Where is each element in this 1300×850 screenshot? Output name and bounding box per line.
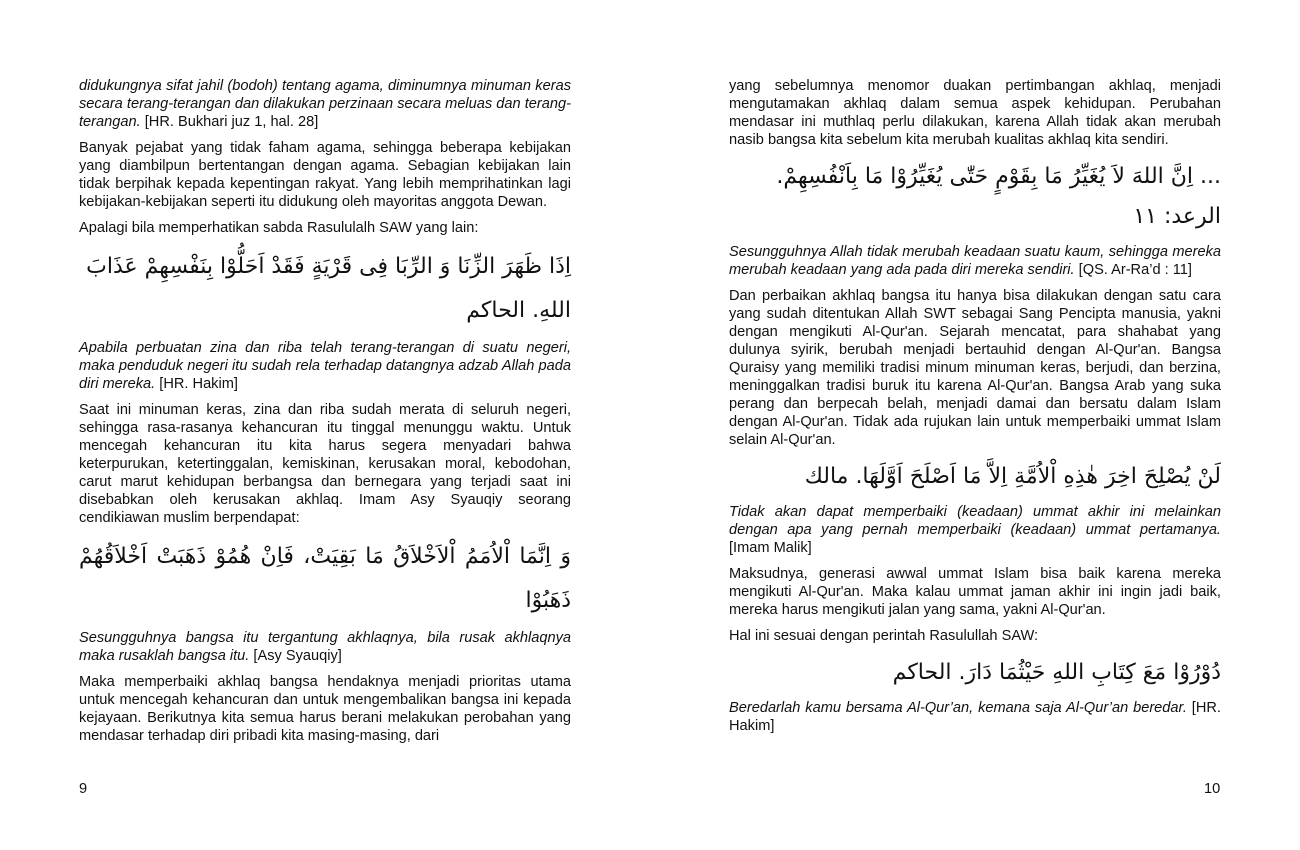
paragraph-command-intro: Hal ini sesuai dengan perintah Rasulullah SAW: [729, 628, 1039, 644]
paragraph-meaning: Maksudnya, generasi awwal ummat Islam bisa baik karena mereka mengikuti Al-Qur'an. Maka kalau ummat jaman akhir ini ingin jadi baik, mereka harus mengikuti jalan yang sama, yakni Al-Qur'an. [729, 566, 1221, 618]
right-page [729, 77, 1221, 735]
arabic-imam-malik-quote: لَنْ يُصْلِحَ اخِرَ هٰذِهِ اْلاُمَّةِ اِلاَّ مَا اَصْلَحَ اَوَّلَهَا. مالك [804, 464, 1221, 489]
paragraph-quran-way: Dan perbaikan akhlaq bangsa itu hanya bisa dilakukan dengan satu cara yang sudah ditentukan Allah SWT sebagai Sang Pencipta manusia, yakni dengan mengikuti Al-Qur'an. Sejarah mencatat, para shahabat yang dulunya syirik, berubah menjadi bertauhid dengan Al-Qur'an. Bangsa Quraisy yang memiliki tradisi minum minuman keras, berjudi, dan berzina, meninggalkan tradisi buruk itu karena Al-Qur'an. Bangsa Arab yang suka perang dan berpecah belah, menjadi damai dan bersatu dalam Islam dengan Al-Qur'an. Tidak ada rujukan lain untuk memperbaiki ummat Islam selain Al-Qur'an. [729, 288, 1221, 448]
syauqiy-translation [79, 629, 571, 665]
hadith-bukhari-translation [79, 77, 571, 131]
quran-ar-rad-reference: [QS. Ar-Ra’d : 11] [1074, 262, 1192, 278]
arabic-syauqiy-quote: وَ اِنَّمَا اْلاُمَمُ اْلاَخْلاَقُ مَا بَقِيَتْ، فَاِنْ هُمُوْ ذَهَبَتْ اَخْلاَقُهُمْ ذَهَبُوْا [79, 544, 571, 613]
paragraph-intro-hadith: Apalagi bila memperhatikan sabda Rasululalh SAW yang lain: [79, 220, 479, 236]
paragraph-continuation: yang sebelumnya menomor duakan pertimbangan akhlaq, menjadi mengutamakan akhlaq dalam semua aspek kehidupan. Perubahan mendasar ini muthlaq perlu dilakukan, karena Allah tidak akan merubah nasib bangsa kita sebelum kita merubah kualitas akhlaq kita sendiri. [729, 78, 1221, 148]
quran-ar-rad-translation [729, 243, 1221, 279]
imam-malik-translation [729, 503, 1221, 557]
page-number-right: 10 [1204, 781, 1221, 797]
hadith-hakim-reference: [HR. Hakim] [155, 376, 238, 392]
hadith-bukhari-text: didukungnya sifat jahil (bodoh) tentang agama, diminumnya minuman keras secara terang-terangan dan dilakukan perzinaan secara meluas dan terang-terangan. [79, 78, 571, 130]
arabic-hadith-quran-companion: دُوْرُوْا مَعَ كِتَابِ اللهِ حَيْثُمَا دَارَ. الحاكم [892, 660, 1221, 685]
imam-malik-reference: [Imam Malik] [729, 540, 812, 556]
syauqiy-reference: [Asy Syauqiy] [249, 648, 342, 664]
paragraph-current-condition: Saat ini minuman keras, zina dan riba sudah merata di seluruh negeri, sehingga rasa-rasanya kehancuran itu tinggal menunggu waktu. Untuk mencegah kehancuran itu kita harus segera menyadari bahwa keterpurukan, ketertinggalan, kemiskinan, kerusakan moral, kebodohan, carut marut kehidupan berbangsa dan bernegara yang terjadi saat ini disebabkan oleh kerusakan akhlaq. Imam Asy Syauqiy seorang cendikiawan muslim berpendapat: [79, 402, 571, 526]
page-number-left: 9 [79, 781, 88, 797]
left-page [79, 77, 571, 745]
hadith-quran-companion-reference: [HR. Hakim] [729, 700, 1221, 734]
hadith-hakim-translation [79, 339, 571, 393]
arabic-hadith-zina-riba: اِذَا ظَهَرَ الزِّنَا وَ الرِّبَا فِى قَرْيَةٍ فَقَدْ اَحَلُّوْا بِنَفْسِهِمْ عَذَابَ اللهِ. الحاكم [86, 254, 571, 323]
arabic-quran-ar-rad: ... اِنَّ اللهَ لاَ يُغَيِّرُ مَا بِقَوْمٍ حَتّٰى يُغَيِّرُوْا مَا بِاَنْفُسِهِمْ. الرعد: ١١ [776, 164, 1221, 229]
imam-malik-text: Tidak akan dapat memperbaiki (keadaan) ummat akhir ini melainkan dengan apa yang pernah memperbaiki (keadaan) ummat pertamanya. [729, 504, 1221, 538]
syauqiy-text: Sesungguhnya bangsa itu tergantung akhlaqnya, bila rusak akhlaqnya maka rusaklah bangsa itu. [79, 630, 571, 664]
hadith-quran-companion-text: Beredarlah kamu bersama Al-Qur’an, kemana saja Al-Qur’an beredar. [729, 700, 1187, 716]
paragraph-priority: Maka memperbaiki akhlaq bangsa hendaknya menjadi prioritas utama untuk mencegah kehancuran dan untuk mengembalikan bangsa ini kepada kejayaan. Berikutnya kita semua harus berani melakukan perobahan yang mendasar terhadap diri pribadi kita masing-masing, dari [79, 674, 571, 744]
hadith-bukhari-reference: [HR. Bukhari juz 1, hal. 28] [140, 114, 319, 130]
quran-ar-rad-text: Sesungguhnya Allah tidak merubah keadaan suatu kaum, sehingga mereka merubah keadaan yang ada pada diri mereka sendiri. [729, 244, 1221, 278]
hadith-quran-companion-translation [729, 699, 1221, 735]
paragraph-officials: Banyak pejabat yang tidak faham agama, sehingga beberapa kebijakan yang diambilpun bertentangan dengan agama. Sebagian kebijakan lain tidak berpihak kepada kepentingan rakyat. Yang lebih memprihatinkan lagi kebijakan-kebijakan seperti itu didukung oleh mayoritas anggota Dewan. [79, 140, 571, 210]
hadith-hakim-text: Apabila perbuatan zina dan riba telah terang-terangan di suatu negeri, maka penduduk negeri itu sudah rela terhadap datangnya adzab Allah pada diri mereka. [79, 340, 571, 392]
